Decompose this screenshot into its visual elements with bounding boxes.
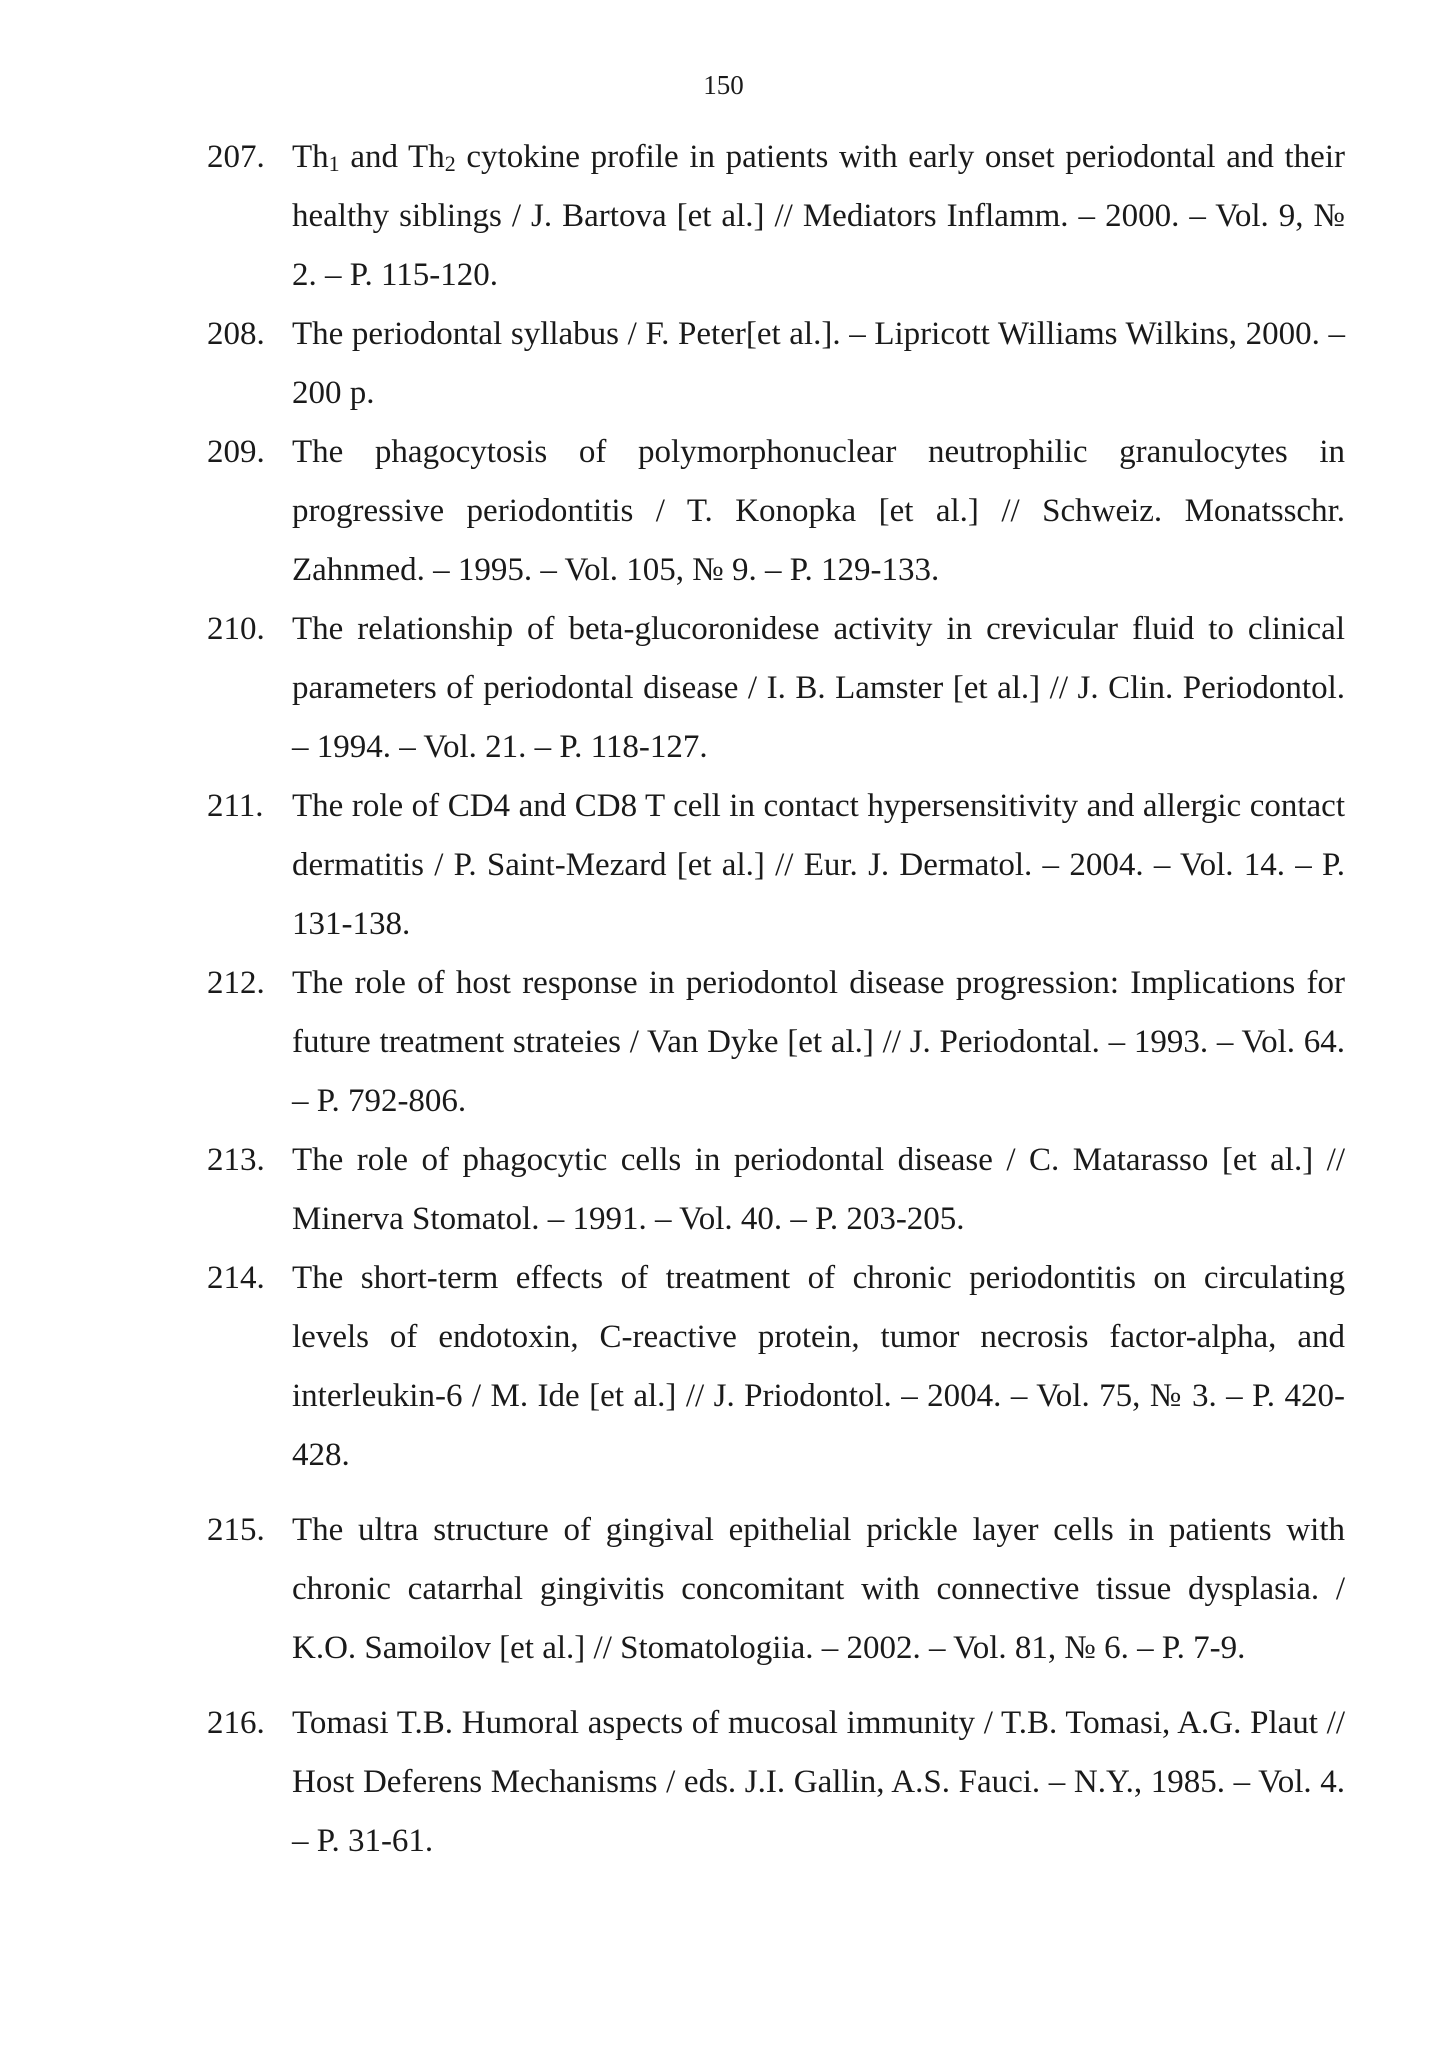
reference-item <box>207 600 1345 777</box>
reference-item <box>207 954 1345 1131</box>
reference-number: 209. <box>207 434 265 470</box>
reference-text: The relationship of beta-glucoronidese activity in crevicular fluid to clinical parameters of periodontal disease / I. B. Lamster [et al.] // J. Clin. Periodontol. – 1994. – Vol. 21. – P. 118-127. <box>292 611 1345 765</box>
reference-text: The ultra structure of gingival epithelial prickle layer cells in patients with chronic catarrhal gingivitis concomitant with connective tissue dysplasia. / K.O. Samoilov [et al.] // Stomatologiia. – 2002. – Vol. 81, № 6. – P. 7-9. <box>292 1512 1345 1666</box>
reference-text: The role of host response in periodontol disease progression: Implications for future treatment strateies / Van Dyke [et al.] // J. Periodontal. – 1993. – Vol. 64. – P. 792-806. <box>292 965 1345 1119</box>
reference-item <box>207 777 1345 954</box>
subscript: 2 <box>444 151 456 176</box>
reference-item <box>207 1249 1345 1485</box>
reference-item <box>207 1694 1345 1871</box>
reference-text: Tomasi T.B. Humoral aspects of mucosal immunity / T.B. Tomasi, A.G. Plaut // Host Deferens Mechanisms / eds. J.I. Gallin, A.S. Fauci. – N.Y., 1985. – Vol. 4. – P. 31-61. <box>292 1705 1345 1859</box>
reference-text: The phagocytosis of polymorphonuclear neutrophilic granulocytes in progressive periodontitis / T. Konopka [et al.] // Schweiz. Monatsschr. Zahnmed. – 1995. – Vol. 105, № 9. – P. 129-133. <box>292 434 1345 588</box>
reference-text: The short-term effects of treatment of chronic periodontitis on circulating levels of endotoxin, C-reactive protein, tumor necrosis factor-alpha, and interleukin-6 / M. Ide [et al.] // J. Priodontol. – 2004. – Vol. 75, № 3. – P. 420- 428. <box>292 1260 1345 1473</box>
reference-text: The role of phagocytic cells in periodontal disease / C. Matarasso [et al.] // Minerva Stomatol. – 1991. – Vol. 40. – P. 203-205. <box>292 1142 1345 1237</box>
reference-number: 210. <box>207 611 265 647</box>
reference-number: 213. <box>207 1142 265 1178</box>
page-number: 150 <box>703 70 744 100</box>
reference-text: The role of CD4 and CD8 T cell in contact hypersensitivity and allergic contact dermatitis / P. Saint-Mezard [et al.] // Eur. J. Dermatol. – 2004. – Vol. 14. – P. 131-138. <box>292 788 1345 942</box>
reference-number: 214. <box>207 1260 265 1296</box>
reference-item <box>207 423 1345 600</box>
reference-list <box>207 128 1345 1871</box>
reference-number: 208. <box>207 316 265 352</box>
reference-text: The periodontal syllabus / F. Peter[et al.]. – Lipricott Williams Wilkins, 2000. – 200 p. <box>292 316 1345 411</box>
reference-number: 212. <box>207 965 265 1001</box>
reference-number: 215. <box>207 1512 265 1548</box>
reference-item <box>207 1501 1345 1678</box>
reference-text: $Th_1$ and $Th_2$ cytokine profile in patients with early onset periodontal and their healthy siblings / J. Bartova [et al.] // Mediators Inflamm. – 2000. – Vol. 9, № 2. – P. 115-120. <box>292 139 1345 293</box>
reference-number: 216. <box>207 1705 265 1741</box>
reference-number: 211. <box>207 788 264 824</box>
reference-item <box>207 305 1345 423</box>
reference-number: 207. <box>207 139 265 175</box>
reference-item <box>207 1131 1345 1249</box>
subscript: 1 <box>328 151 340 176</box>
reference-item <box>207 128 1345 305</box>
